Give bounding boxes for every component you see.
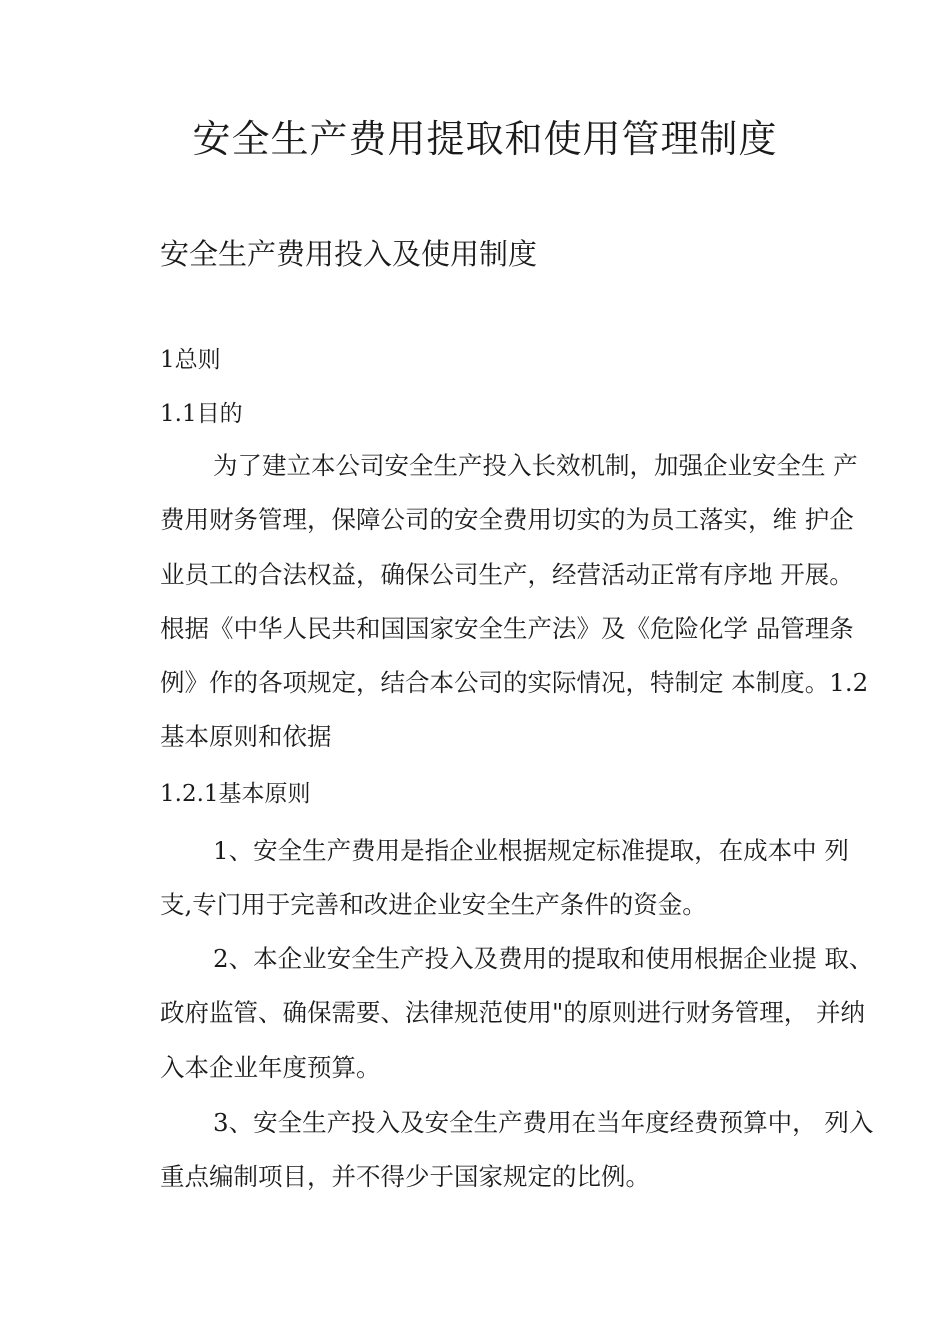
rule-3-paragraph	[107, 1096, 874, 1205]
paragraph-line: 3、安全生产投入及安全生产费用在当年度经费预算中， 列入	[213, 1108, 874, 1137]
document-title: 安全生产费用提取和使用管理制度	[192, 117, 778, 161]
paragraph-line: 支,专门用于完善和改进企业安全生产条件的资金。	[160, 890, 707, 920]
section-heading-basic-principles: 1.2.1基本原则	[160, 781, 311, 807]
paragraph-line: 例》作的各项规定，结合本公司的实际情况，特制定 本制度。1.2	[160, 668, 869, 698]
document-subtitle: 安全生产费用投入及使用制度	[160, 237, 538, 271]
rule-2-paragraph	[107, 932, 874, 1095]
paragraph-line: 基本原则和依据	[160, 722, 332, 752]
purpose-paragraph	[107, 439, 869, 765]
paragraph-line: 1、安全生产费用是指企业根据规定标准提取，在成本中 列	[213, 836, 849, 865]
paragraph-line: 费用财务管理，保障公司的安全费用切实的为员工落实，维 护企	[160, 505, 854, 535]
paragraph-line: 为了建立本公司安全生产投入长效机制，加强企业安全生 产	[213, 451, 858, 480]
paragraph-line: 政府监管、确保需要、法律规范使用"的原则进行财务管理， 并纳	[160, 998, 866, 1028]
section-heading-purpose: 1.1目的	[160, 401, 243, 427]
paragraph-line: 业员工的合法权益，确保公司生产，经营活动正常有序地 开展。	[160, 559, 854, 589]
paragraph-line: 重点编制项目，并不得少于国家规定的比例。	[160, 1162, 650, 1192]
paragraph-line: 入本企业年度预算。	[160, 1052, 381, 1082]
paragraph-line: 根据《中华人民共和国国家安全生产法》及《危险化学 品管理条	[160, 613, 854, 643]
section-heading-general: 1总则	[160, 347, 221, 373]
rule-1-paragraph	[107, 824, 859, 933]
paragraph-line: 2、本企业安全生产投入及费用的提取和使用根据企业提 取、	[213, 944, 874, 973]
